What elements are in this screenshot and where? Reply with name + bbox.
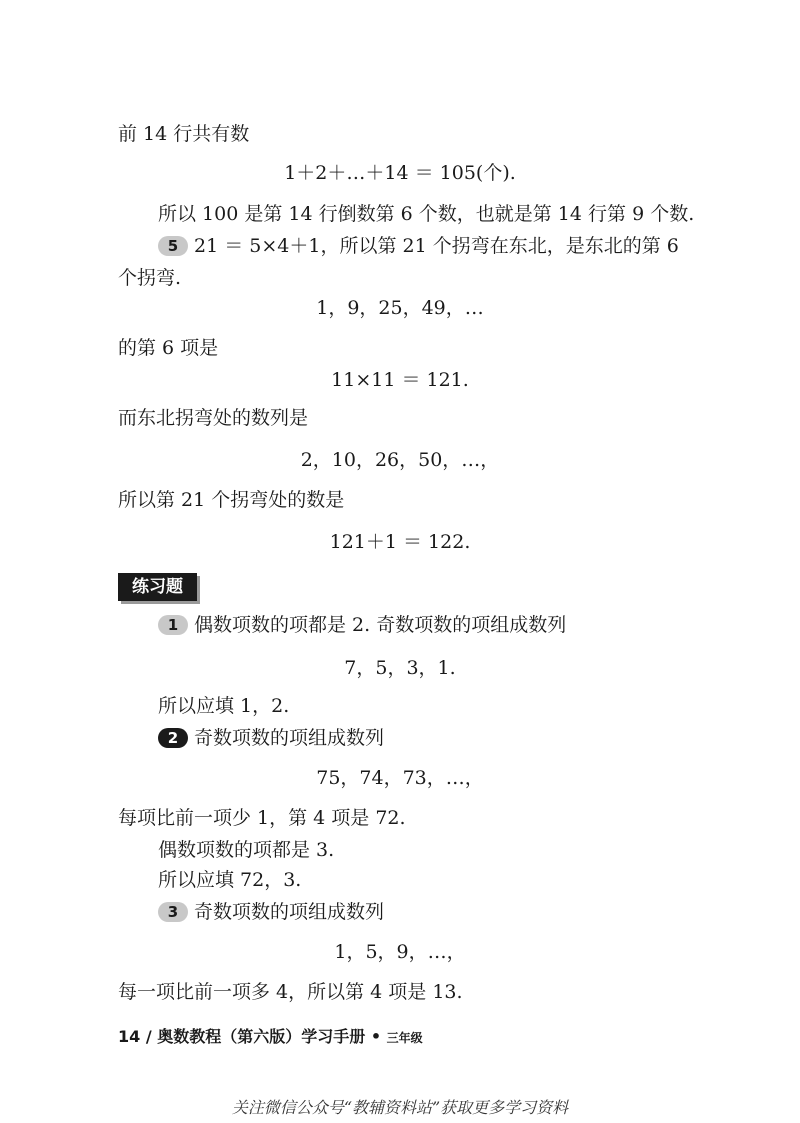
text-line: 所以 100 是第 14 行倒数第 6 个数，也就是第 14 行第 9 个数.	[158, 203, 695, 225]
answer-item-5	[158, 234, 679, 258]
text-line: 所以应填 1，2.	[158, 695, 290, 717]
text-line: 前 14 行共有数	[118, 123, 250, 145]
text-line: 每一项比前一项多 4，所以第 4 项是 13.	[118, 981, 463, 1003]
text-line: 偶数项数的项都是 3.	[158, 839, 335, 861]
text-line: 个拐弯.	[118, 267, 182, 289]
answer-item-3	[158, 900, 384, 924]
text-line: 每项比前一项少 1，第 4 项是 72.	[118, 807, 406, 829]
sequence: 1，5，9，…，	[334, 941, 466, 963]
footer-grade: 三年级	[386, 1031, 423, 1045]
page-footer	[118, 1024, 423, 1047]
answer-item-2	[158, 726, 384, 750]
number-badge: 1	[158, 615, 188, 635]
sequence: 2，10，26，50，…，	[300, 449, 500, 471]
sequence: 7，5，3，1.	[344, 657, 456, 679]
text-line: 偶数项数的项都是 2. 奇数项数的项组成数列	[194, 614, 567, 636]
footer-title: 14 / 奥数教程（第六版）学习手册 •	[118, 1027, 382, 1046]
text-line: 21 ＝ 5×4＋1，所以第 21 个拐弯在东北，是东北的第 6	[194, 235, 679, 257]
text-line: 所以第 21 个拐弯处的数是	[118, 489, 345, 511]
number-badge: 2	[158, 728, 188, 748]
equation: 121＋1 ＝ 122.	[329, 531, 471, 553]
equation: 1＋2＋…＋14 ＝ 105(个).	[284, 162, 516, 184]
text-line: 奇数项数的项组成数列	[194, 901, 385, 923]
number-badge: 3	[158, 902, 188, 922]
text-line: 奇数项数的项组成数列	[194, 727, 385, 749]
answer-item-1	[158, 613, 566, 637]
sequence: 1，9，25，49，…	[316, 297, 484, 319]
number-badge: 5	[158, 236, 188, 256]
section-title: 练习题	[118, 573, 197, 601]
text-line: 所以应填 72，3.	[158, 869, 302, 891]
text-line: 而东北拐弯处的数列是	[118, 407, 309, 429]
watermark-text: 关注微信公众号“教辅资料站”获取更多学习资料	[231, 1098, 569, 1117]
equation: 11×11 ＝ 121.	[331, 369, 469, 391]
sequence: 75，74，73，…，	[316, 767, 484, 789]
text-line: 的第 6 项是	[118, 337, 219, 359]
